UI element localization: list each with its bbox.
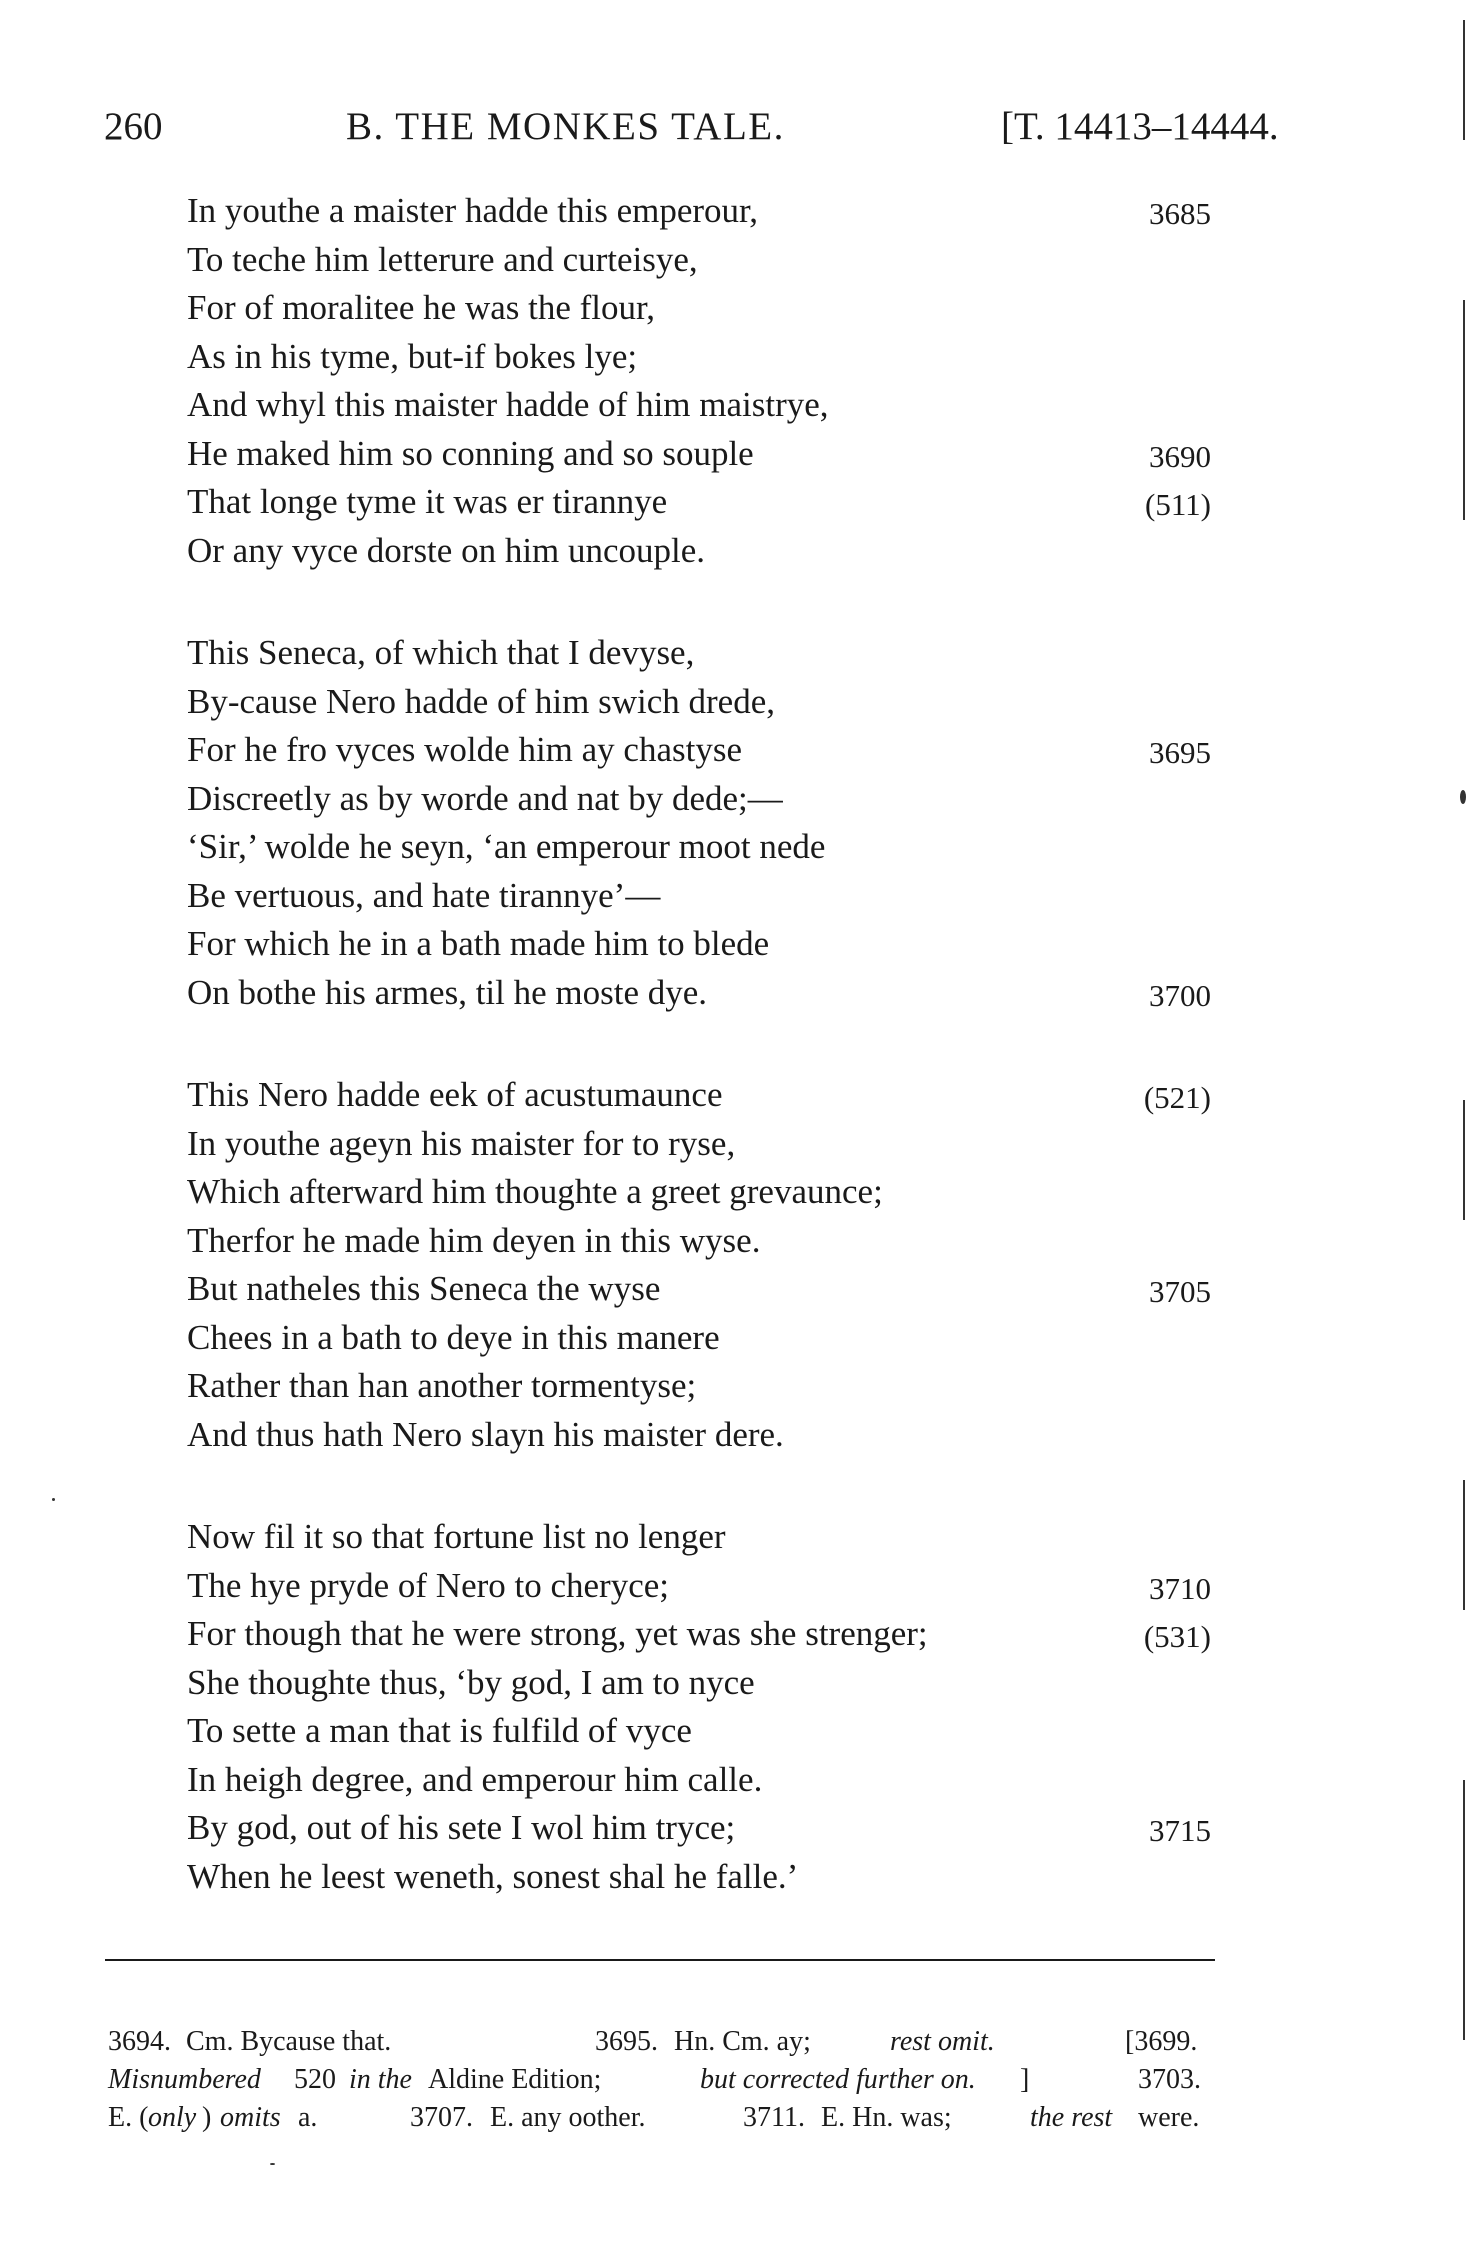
verse-text: Be vertuous, and hate tirannye’— [187,875,661,915]
footnote-line [108,2023,1216,2061]
verse-text: By-cause Nero hadde of him swich drede, [187,681,775,721]
line-number: 3690 [1149,438,1211,474]
verse-line [187,775,1217,824]
verse-line [187,236,1217,285]
line-number: 3695 [1149,735,1211,770]
verse-text: Chees in a bath to deye in this manere [187,1317,720,1357]
line-number: (531) [1143,1619,1211,1654]
verse-text: As in his tyme, but-if bokes lye; [187,336,638,376]
footnote-text: ] [1020,2064,1030,2095]
line-number: 3710 [1149,1570,1211,1606]
verse-text: The hye pryde of Nero to cheryce; [187,1565,670,1605]
scan-speck [270,2163,275,2165]
footnote-line [108,2099,1216,2137]
footnote-number: 3694. [108,2026,171,2057]
footnote-number: 3711. [743,2102,805,2133]
verse-line [187,1168,1217,1217]
footnote-text: were. [1138,2102,1200,2133]
footnote-number: 3707. [410,2102,473,2133]
scan-speck [1460,790,1466,804]
footnote-divider [105,1959,1215,1961]
verse-text: For he fro vyces wolde him ay chastyse [187,730,742,769]
verse-text: Therfor he made him deyen in this wyse. [187,1220,761,1260]
footnote-number: [3699. [1125,2026,1198,2057]
verse-text: But natheles this Seneca the wyse [187,1269,661,1308]
verse-line [187,678,1217,727]
footnote-italic: the rest [1030,2102,1113,2133]
verse-line [187,284,1217,333]
footnote-number: 3695. [595,2026,658,2057]
verse-line [187,726,1217,775]
verse-line [187,1756,1217,1805]
stanza-gap [187,1017,1217,1071]
scan-edge-mark [1463,20,1465,140]
verse-line [187,381,1217,430]
verse-text: In heigh degree, and emperour him calle. [187,1759,763,1799]
verse-line [187,478,1217,527]
verse-text: To sette a man that is fulfild of vyce [187,1711,692,1750]
footnote-text: ) [202,2102,212,2133]
verse-text: Now fil it so that fortune list no lenger [187,1517,726,1556]
scan-edge-mark [1463,300,1465,520]
verse-line [187,629,1217,678]
line-number: 3685 [1149,196,1211,231]
footnote-text: Cm. Bycause that. [186,2026,392,2057]
verse-text: And thus hath Nero slayn his maister dere. [187,1414,784,1454]
footnote-italic: in the [349,2064,412,2095]
verse-text: To teche him letterure and curteisye, [187,239,698,279]
verse-text: This Nero hadde eek of acustumaunce [187,1075,723,1114]
stanza-gap [187,575,1217,629]
verse-line [187,1804,1217,1853]
line-number: 3700 [1149,977,1211,1013]
footnote-text: Aldine Edition; [428,2064,602,2095]
verse-text: She thoughte thus, ‘by god, I am to nyce [187,1662,755,1702]
footnote-text: E. ( [108,2102,149,2133]
stanza [187,1513,1217,1901]
verse-text: Rather than han another tormentyse; [187,1366,697,1405]
verse-line [187,1071,1217,1120]
stanza [187,187,1217,575]
scan-edge-mark [1463,1100,1465,1220]
footnote-number: 3703. [1138,2064,1201,2095]
verse-line [187,1120,1217,1169]
verse-text: Discreetly as by worde and nat by dede;— [187,778,783,818]
verse-line [187,1314,1217,1363]
scan-edge-mark [1463,1780,1465,2040]
verse-text: In youthe ageyn his maister for to ryse, [187,1123,736,1163]
verse-text: And whyl this maister hadde of him maistrye, [187,385,829,424]
footnote-text: a. [298,2102,318,2133]
verse-line [187,920,1217,969]
stanza-gap [187,1459,1217,1513]
page-number: 260 [104,105,163,148]
scan-speck [52,1498,55,1501]
verse-body [187,187,1217,1901]
verse-text: Which afterward him thoughte a greet grevaunce; [187,1172,883,1211]
verse-text: That longe tyme it was er tirannye [187,482,668,521]
verse-line [187,823,1217,872]
stanza [187,629,1217,1017]
verse-text: When he leest weneth, sonest shal he falle.’ [187,1856,799,1896]
footnote-italic: rest omit. [890,2026,995,2057]
verse-text: By god, out of his sete I wol him tryce; [187,1808,736,1847]
verse-line [187,1362,1217,1411]
verse-text: For which he in a bath made him to blede [187,924,770,963]
footnote-italic: omits [220,2102,281,2133]
line-range: [T. 14413–14444. [1001,105,1279,148]
verse-text: This Seneca, of which that I devyse, [187,633,695,672]
verse-line [187,969,1217,1018]
verse-text: In youthe a maister hadde this emperour, [187,191,759,230]
page-title: B. THE MONKES TALE. [346,105,785,148]
line-number: 3715 [1149,1813,1211,1848]
footnote-italic: Misnumbered [108,2064,261,2095]
verse-text: For of moralitee he was the flour, [187,288,656,327]
verse-text: For though that he were strong, yet was she strenger; [187,1614,928,1653]
footnote-text: E. any oother. [490,2102,646,2133]
line-number: 3705 [1149,1274,1211,1309]
footnote-text: E. Hn. was; [821,2102,952,2133]
verse-text: ‘Sir,’ wolde he seyn, ‘an emperour moot nede [187,827,826,866]
line-number: (521) [1143,1080,1211,1115]
stanza [187,1071,1217,1459]
verse-line [187,1265,1217,1314]
verse-line [187,333,1217,382]
verse-text: Or any vyce dorste on him uncouple. [187,530,706,570]
verse-line [187,1853,1217,1902]
verse-line [187,430,1217,479]
verse-text: He maked him so conning and so souple [187,433,754,473]
verse-line [187,1513,1217,1562]
verse-line [187,527,1217,576]
verse-line [187,1217,1217,1266]
footnote-italic: only [148,2102,197,2133]
verse-line [187,1610,1217,1659]
footnote-line [108,2061,1216,2099]
footnote-text: Hn. Cm. ay; [674,2026,811,2057]
verse-text: On bothe his armes, til he moste dye. [187,972,708,1012]
verse-line [187,872,1217,921]
footnote-italic: but corrected further on. [700,2064,976,2095]
footnotes [108,2023,1216,2137]
line-number: (511) [1145,487,1211,522]
verse-line [187,187,1217,236]
verse-line [187,1562,1217,1611]
verse-line [187,1707,1217,1756]
verse-line [187,1659,1217,1708]
scan-edge-mark [1463,1480,1465,1610]
verse-line [187,1411,1217,1460]
footnote-text: 520 [294,2064,336,2095]
